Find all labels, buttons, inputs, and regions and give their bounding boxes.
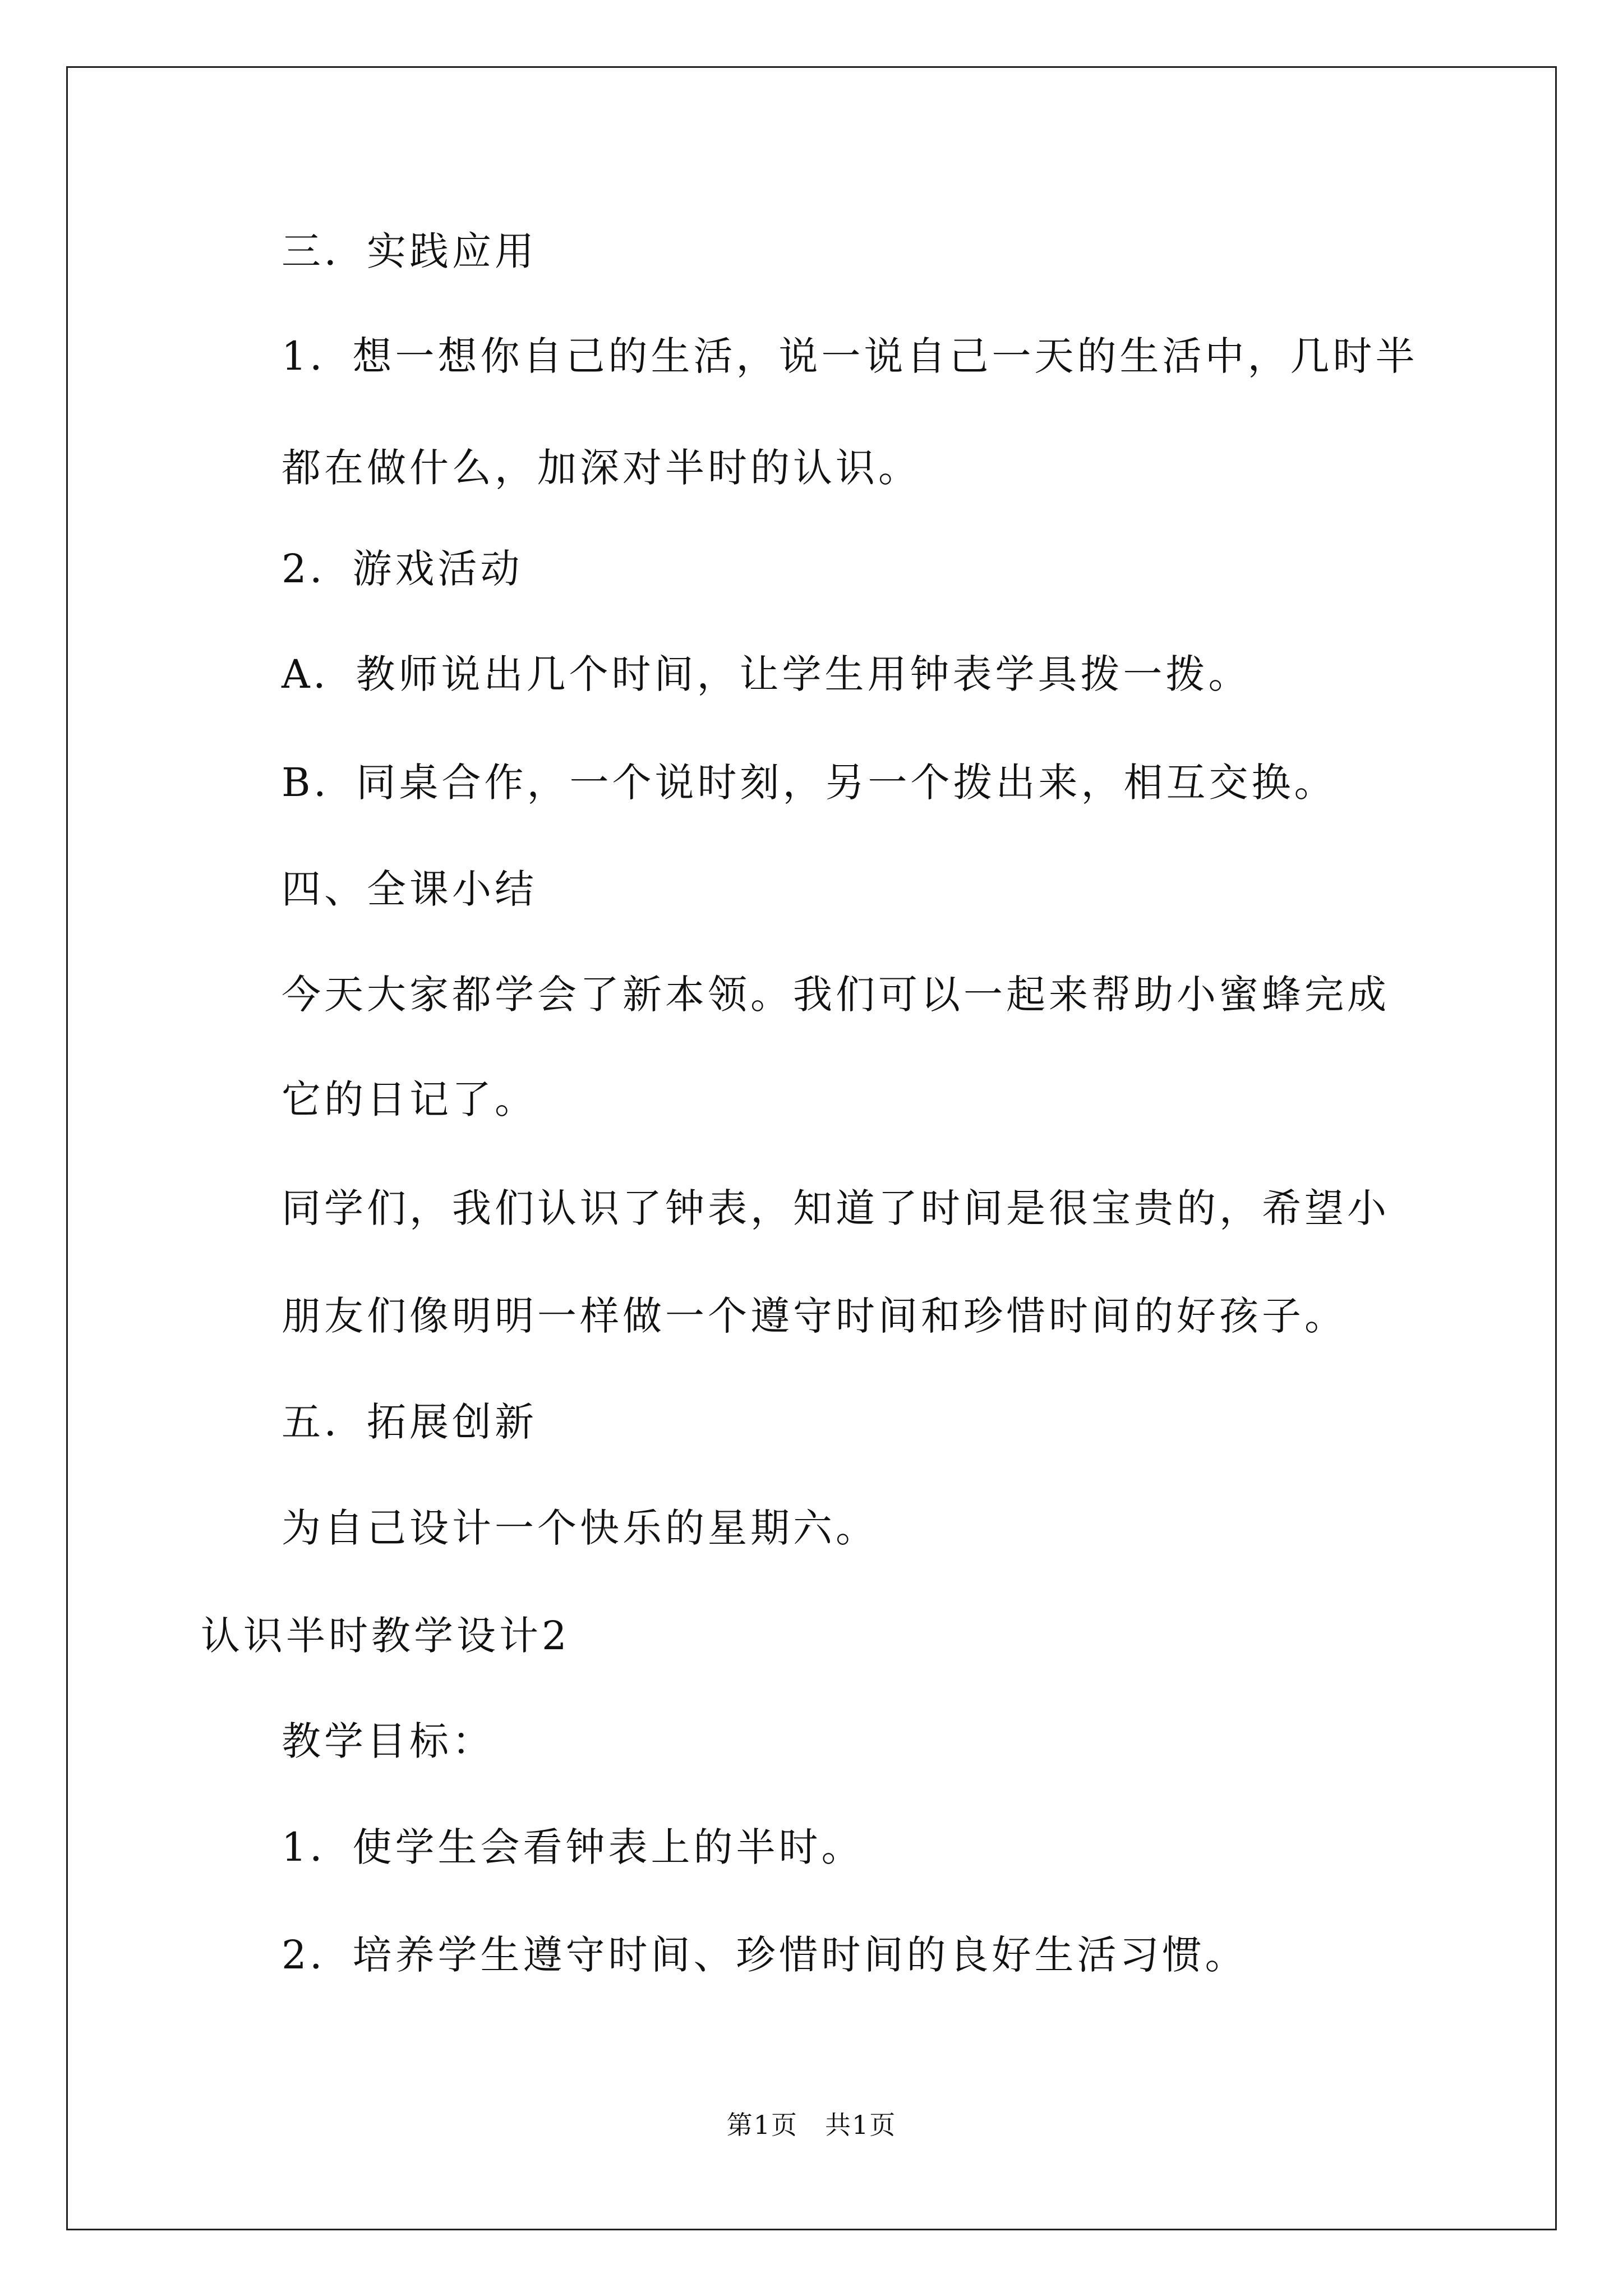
page-frame bbox=[66, 66, 1557, 2230]
section-heading-summary: 四、全课小结 bbox=[282, 866, 537, 912]
paragraph-line: 都在做什么，加深对半时的认识。 bbox=[282, 445, 921, 491]
section-heading-practice: 三．实践应用 bbox=[282, 228, 537, 274]
section-heading-extension: 五．拓展创新 bbox=[282, 1399, 537, 1445]
section-heading-objectives: 教学目标： bbox=[282, 1718, 495, 1764]
paragraph-line: 为自己设计一个快乐的星期六。 bbox=[282, 1505, 878, 1551]
page-footer: 第1页 共1页 bbox=[726, 2110, 897, 2140]
list-item: 1．使学生会看钟表上的半时。 bbox=[282, 1824, 864, 1870]
list-item: B．同桌合作，一个说时刻，另一个拨出来，相互交换。 bbox=[282, 760, 1337, 806]
paragraph-line: 1．想一想你自己的生活，说一说自己一天的生活中，几时半 bbox=[282, 333, 1418, 379]
list-item-heading: 2．游戏活动 bbox=[282, 546, 523, 592]
document-section-title: 认识半时教学设计2 bbox=[201, 1613, 570, 1659]
paragraph-line: 同学们，我们认识了钟表，知道了时间是很宝贵的，希望小 bbox=[282, 1185, 1390, 1231]
paragraph-line: 今天大家都学会了新本领。我们可以一起来帮助小蜜蜂完成 bbox=[282, 972, 1390, 1018]
list-item: A．教师说出几个时间，让学生用钟表学具拨一拨。 bbox=[282, 651, 1251, 697]
paragraph-line: 朋友们像明明一样做一个遵守时间和珍惜时间的好孩子。 bbox=[282, 1293, 1347, 1339]
list-item: 2．培养学生遵守时间、珍惜时间的良好生活习惯。 bbox=[282, 1932, 1248, 1978]
paragraph-line: 它的日记了。 bbox=[282, 1076, 537, 1122]
